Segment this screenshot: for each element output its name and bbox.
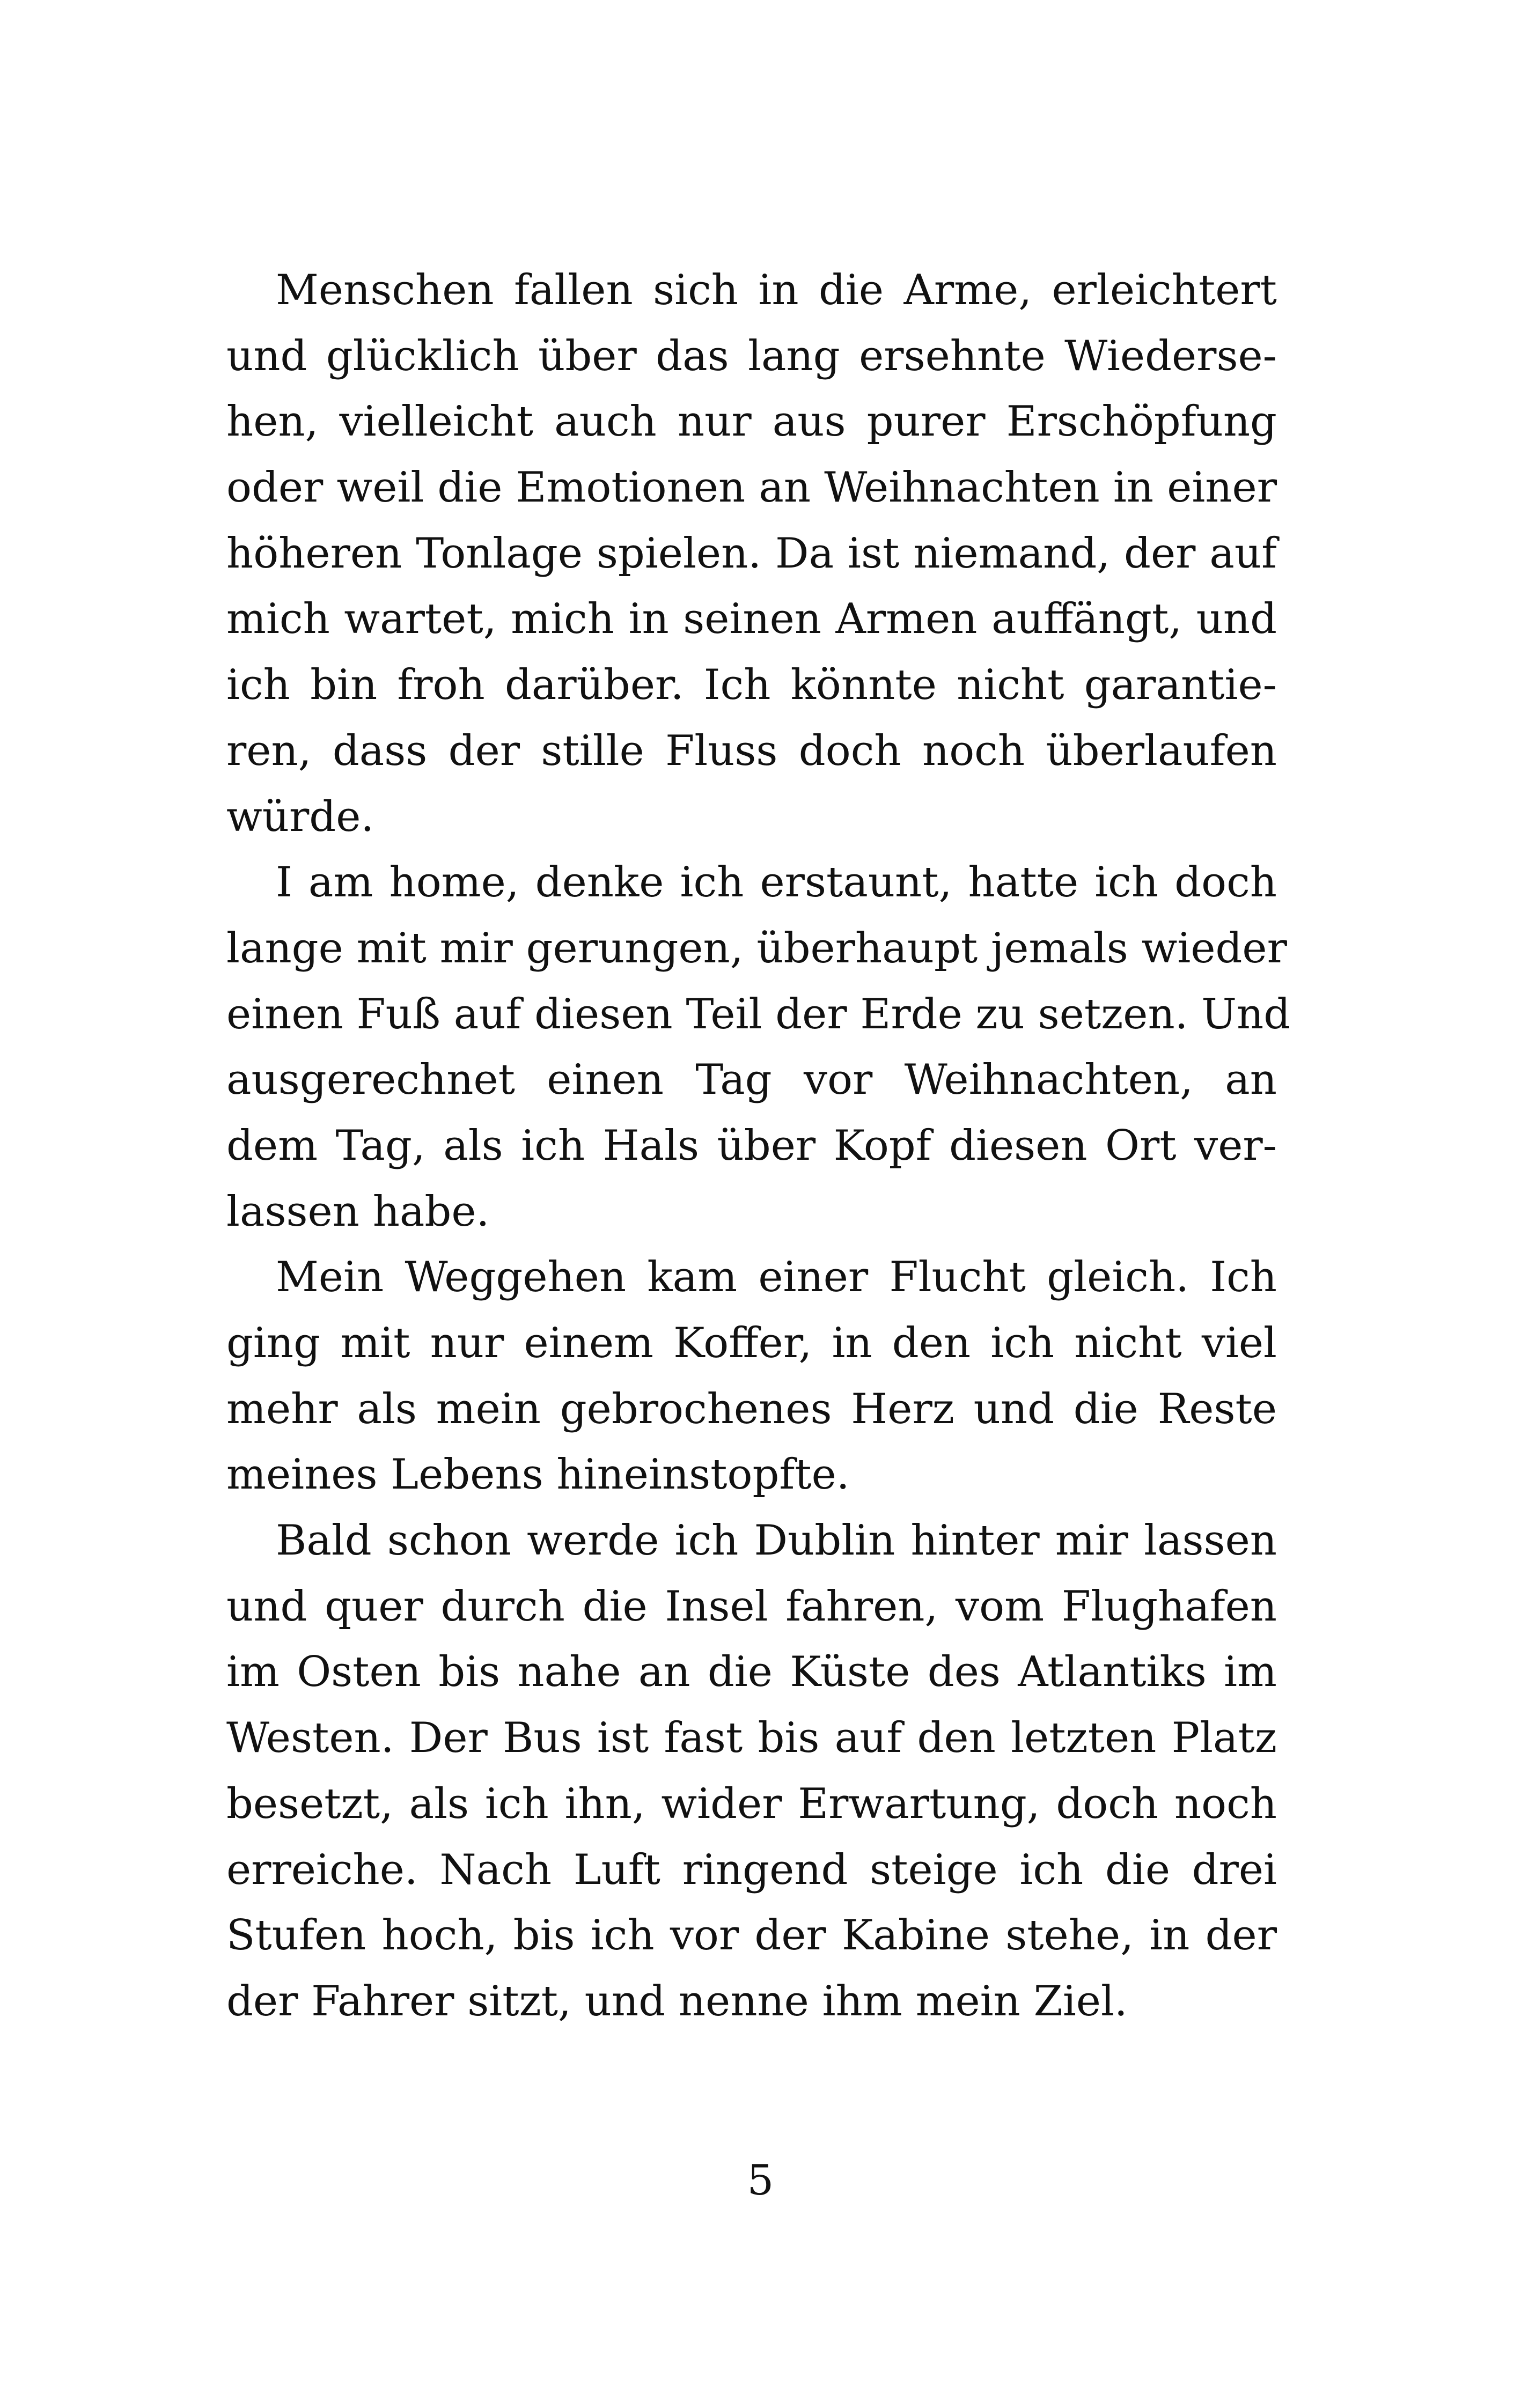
- text-line: der Fahrer sitzt, und nenne ihm mein Ziel.: [226, 1977, 1128, 2026]
- text-line: ich bin froh darüber. Ich könnte nicht garantie-: [226, 661, 1277, 710]
- text-line: würde.: [226, 792, 374, 841]
- paragraph: [226, 850, 1291, 1244]
- text-line: ren, dass der stille Fluss doch noch überlaufen: [226, 726, 1277, 775]
- paragraph: [226, 257, 1277, 850]
- text-line: Menschen fallen sich in die Arme, erleichtert: [276, 266, 1277, 314]
- text-line: ausgerechnet einen Tag vor Weihnachten, an: [226, 1056, 1277, 1104]
- text-line: lassen habe.: [226, 1187, 490, 1236]
- text-line: lange mit mir gerungen, überhaupt jemals wieder: [226, 924, 1287, 973]
- text-line: Mein Weggehen kam einer Flucht gleich. Ich: [276, 1253, 1277, 1302]
- text-line: und glücklich über das lang ersehnte Wiederse-: [226, 332, 1277, 380]
- text-line: dem Tag, als ich Hals über Kopf diesen Ort ver-: [226, 1121, 1277, 1170]
- text-line: hen, vielleicht auch nur aus purer Erschöpfung: [226, 397, 1277, 446]
- text-line: im Osten bis nahe an die Küste des Atlantiks im: [226, 1648, 1277, 1697]
- text-line: besetzt, als ich ihn, wider Erwartung, doch noch: [226, 1779, 1277, 1828]
- text-line: Bald schon werde ich Dublin hinter mir lassen: [276, 1516, 1277, 1565]
- text-line: oder weil die Emotionen an Weihnachten in einer: [226, 463, 1277, 512]
- paragraph: [226, 1508, 1277, 2035]
- page-number: 5: [747, 2156, 774, 2205]
- text-line: ging mit nur einem Koffer, in den ich nicht viel: [226, 1319, 1277, 1367]
- text-line: Westen. Der Bus ist fast bis auf den letzten Platz: [226, 1714, 1277, 1763]
- text-line: erreiche. Nach Luft ringend steige ich die drei: [226, 1845, 1277, 1894]
- text-line: mehr als mein gebrochenes Herz und die Reste: [226, 1385, 1277, 1433]
- text-line: und quer durch die Insel fahren, vom Flughafen: [226, 1582, 1277, 1631]
- text-line: Stufen hoch, bis ich vor der Kabine stehe, in der: [226, 1911, 1277, 1960]
- text-line: mich wartet, mich in seinen Armen auffängt, und: [226, 595, 1277, 644]
- body-text: [226, 257, 1291, 2035]
- text-line: I am home, denke ich erstaunt, hatte ich doch: [276, 858, 1277, 907]
- paragraph: [226, 1244, 1277, 1508]
- text-line: einen Fuß auf diesen Teil der Erde zu setzen. Und: [226, 990, 1291, 1039]
- text-line: höheren Tonlage spielen. Da ist niemand, der auf: [226, 529, 1277, 578]
- text-line: meines Lebens hineinstopfte.: [226, 1450, 850, 1499]
